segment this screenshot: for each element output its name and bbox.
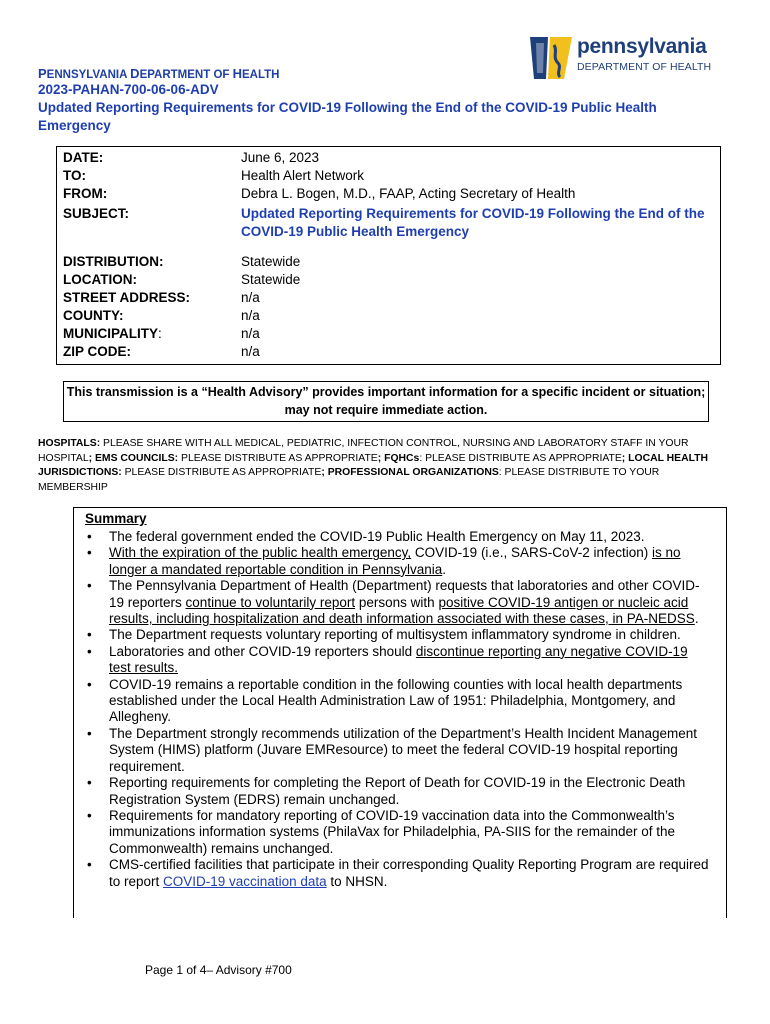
logo-wordmark: pennsylvania bbox=[577, 35, 707, 58]
zip-value: n/a bbox=[241, 344, 260, 359]
bullet-icon: • bbox=[87, 857, 92, 873]
bullet-icon: • bbox=[87, 676, 92, 692]
list-item bbox=[85, 545, 710, 578]
list-item bbox=[85, 857, 710, 890]
info-table bbox=[56, 146, 721, 365]
bullet-text: Requirements for mandatory reporting of COVID-19 vaccination data into the Commonwealth’s immunizations information systems (PhilaVax for Philadelphia, PA-SIIS for the remainder of the Commonwealth) remains unchanged. bbox=[109, 807, 675, 856]
list-item bbox=[85, 775, 710, 808]
vaccination-data-link[interactable]: COVID-19 vaccination data bbox=[163, 873, 327, 889]
professional-text: : PLEASE DISTRIBUTE TO YOUR MEMBERSHIP bbox=[38, 467, 660, 493]
bullet-text: persons with bbox=[355, 594, 439, 610]
street-label: STREET ADDRESS: bbox=[63, 290, 191, 305]
ems-text: PLEASE DISTRIBUTE AS APPROPRIATE bbox=[178, 452, 378, 464]
from-label: FROM: bbox=[63, 186, 108, 201]
dept-text-3: EALTH bbox=[242, 69, 280, 81]
bullet-text: COVID-19 remains a reportable condition in the following counties with local health departments established under the Local Health Administration Law of 1951: Philadelphia, Montgomery, and Allegheny. bbox=[109, 676, 683, 725]
advisory-notice: This transmission is a “Health Advisory” provides important information for a specific incident or situation; may not require immediate action. bbox=[63, 381, 709, 422]
bullet-text-underlined: continue to voluntarily report bbox=[185, 594, 356, 610]
local-text: PLEASE DISTRIBUTE AS APPROPRIATE bbox=[121, 467, 322, 478]
bullet-text-underlined: With the expiration of the public health emergency, bbox=[109, 545, 412, 561]
municipality-label bbox=[63, 325, 162, 343]
list-item bbox=[85, 808, 710, 857]
dept-text-1: ENNSYLVANIA bbox=[46, 69, 131, 81]
bullet-text: CMS-certified facilities that participate in their corresponding Quality Reporting Program are required to report bbox=[109, 857, 709, 889]
list-item bbox=[85, 726, 710, 775]
street-value: n/a bbox=[241, 290, 260, 305]
distribution-value: Statewide bbox=[241, 254, 301, 269]
fqhc-text: : PLEASE DISTRIBUTE AS APPROPRIATE bbox=[419, 452, 622, 464]
bullet-text-underlined: is no longer a mandated reportable condition in Pennsylvania bbox=[109, 545, 681, 577]
summary-title: Summary bbox=[85, 511, 147, 526]
subject-value: Updated Reporting Requirements for COVID-19 Following the End of the COVID-19 Public Health Emergency bbox=[241, 206, 705, 239]
bullet-icon: • bbox=[87, 643, 92, 659]
to-label: TO: bbox=[63, 168, 86, 183]
separator: ; bbox=[321, 467, 328, 478]
local-label: LOCAL HEALTH JURISDICTIONS: bbox=[38, 452, 709, 478]
list-item bbox=[85, 644, 710, 677]
hospitals-text: PLEASE SHARE WITH ALL MEDICAL, PEDIATRIC, INFECTION CONTROL, NURSING AND LABORATORY STAFF IN YOUR HOSPITAL bbox=[38, 438, 689, 464]
date-label: DATE: bbox=[63, 150, 104, 165]
from-value: Debra L. Bogen, M.D., FAAP, Acting Secretary of Health bbox=[241, 186, 576, 201]
list-item bbox=[85, 529, 710, 545]
county-label: COUNTY: bbox=[63, 308, 124, 323]
bullet-icon: • bbox=[87, 807, 92, 823]
list-item bbox=[85, 677, 710, 726]
location-value: Statewide bbox=[241, 272, 301, 287]
dept-initial-d: D bbox=[130, 66, 140, 81]
date-value: June 6, 2023 bbox=[241, 150, 320, 165]
dept-initial-h: H bbox=[232, 66, 243, 81]
page-footer: Page 1 of 4– Advisory #700 bbox=[145, 963, 292, 977]
subject-label: SUBJECT: bbox=[63, 206, 130, 221]
zip-label: ZIP CODE: bbox=[63, 344, 132, 359]
summary-list bbox=[85, 529, 710, 890]
bullet-icon: • bbox=[87, 578, 92, 594]
pa-health-logo bbox=[528, 33, 718, 81]
hospitals-label: HOSPITALS: bbox=[38, 438, 101, 449]
keystone-icon bbox=[528, 33, 574, 81]
bullet-text: The Department requests voluntary reporting of multisystem inflammatory syndrome in children. bbox=[109, 627, 681, 643]
separator: ; bbox=[88, 452, 95, 464]
bullet-icon: • bbox=[87, 775, 92, 791]
bullet-icon: • bbox=[87, 545, 92, 561]
bullet-text: Reporting requirements for completing the Report of Death for COVID-19 in the Electronic Death Registration System (EDRS) remain unchanged. bbox=[109, 775, 686, 807]
logo-subline: DEPARTMENT OF HEALTH bbox=[577, 61, 712, 73]
distribution-label: DISTRIBUTION: bbox=[63, 254, 164, 269]
municipality-colon: : bbox=[158, 326, 162, 341]
bullet-text: The Pennsylvania Department of Health (Department) requests that laboratories and other COVID-19 reporters bbox=[109, 578, 700, 610]
bullet-text-underlined: positive COVID-19 antigen or nucleic acid results, including hospitalization and death information associated with these cases, in PA-NEDSS bbox=[109, 594, 695, 627]
bullet-text: . bbox=[694, 611, 699, 627]
bullet-icon: • bbox=[87, 627, 92, 643]
separator: ; bbox=[621, 452, 629, 464]
list-item bbox=[85, 578, 710, 627]
municipality-label-text: MUNICIPALITY bbox=[63, 326, 158, 341]
department-name bbox=[38, 66, 280, 81]
separator: ; bbox=[377, 452, 385, 464]
dept-text-2: EPARTMENT OF bbox=[139, 69, 233, 81]
municipality-value: n/a bbox=[241, 326, 260, 341]
bullet-text: to NHSN. bbox=[326, 873, 388, 889]
bullet-text: The federal government ended the COVID-19 Public Health Emergency on May 11, 2023. bbox=[109, 529, 645, 544]
advisory-number: 2023-PAHAN-700-06-06-ADV bbox=[38, 82, 219, 97]
bullet-icon: • bbox=[87, 529, 92, 544]
list-item bbox=[85, 627, 710, 643]
bullet-text: COVID-19 (i.e., SARS-CoV-2 infection) bbox=[411, 545, 653, 561]
bullet-text: . bbox=[442, 561, 446, 577]
bullet-text-underlined: discontinue reporting any negative COVID-19 test results. bbox=[109, 643, 688, 676]
location-label: LOCATION: bbox=[63, 272, 137, 287]
professional-label: PROFESSIONAL ORGANIZATIONS bbox=[327, 467, 499, 478]
fqhc-label: FQHCs bbox=[384, 452, 420, 464]
document-title: Updated Reporting Requirements for COVID-19 Following the End of the COVID-19 Public Health Emergency bbox=[38, 100, 657, 133]
bullet-text: The Department strongly recommends utilization of the Department’s Health Incident Management System (HIMS) platform (Juvare EMResource) to meet the federal COVID-19 hospital reporting requirement. bbox=[109, 725, 698, 774]
distribution-instructions bbox=[38, 437, 728, 495]
county-value: n/a bbox=[241, 308, 260, 323]
dept-initial-p: P bbox=[38, 66, 47, 81]
bullet-icon: • bbox=[87, 725, 92, 741]
summary-box bbox=[73, 507, 727, 918]
to-value: Health Alert Network bbox=[241, 168, 365, 183]
ems-label: EMS COUNCILS: bbox=[94, 452, 179, 464]
bullet-text: Laboratories and other COVID-19 reporters should bbox=[109, 643, 416, 659]
